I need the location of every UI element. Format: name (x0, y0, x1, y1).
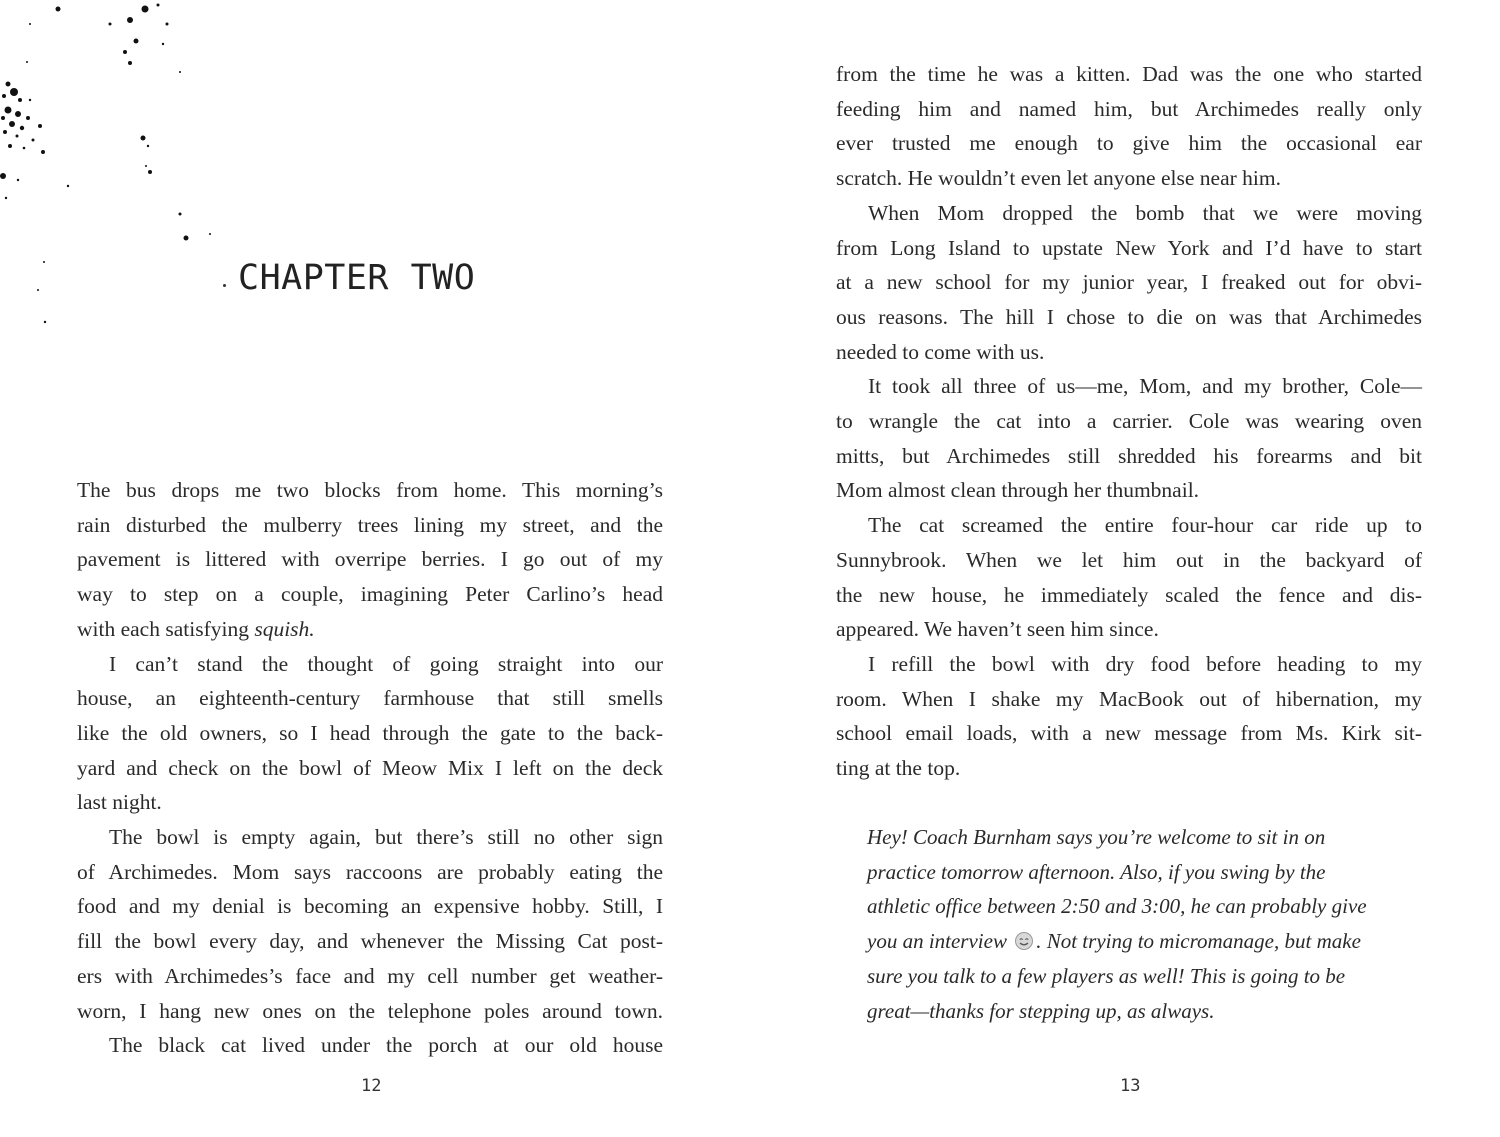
paragraph-line: room. When I shake my MacBook out of hibernation, my (836, 686, 1422, 711)
paragraph-line: school email loads, with a new message from Ms. Kirk sit- (836, 721, 1422, 746)
paragraph-line: The bowl is empty again, but there’s still no other sign (109, 825, 663, 850)
email-line (867, 924, 1427, 959)
paragraph-line: I can’t stand the thought of going straight into our (109, 651, 663, 676)
email-line: athletic office between 2:50 and 3:00, he can probably give (867, 894, 1367, 919)
line-text: with each satisfying (77, 616, 255, 641)
chapter-title-ornament (223, 284, 226, 287)
paragraph-line: ous reasons. The hill I chose to die on was that Archimedes (836, 304, 1422, 329)
paragraph-line: from the time he was a kitten. Dad was the one who started (836, 62, 1422, 86)
paragraph-line: Sunnybrook. When we let him out in the backyard of (836, 547, 1422, 572)
paragraph-line: I refill the bowl with dry food before heading to my (868, 651, 1422, 676)
paragraph-line: way to step on a couple, imagining Peter Carlino’s head (77, 582, 663, 607)
email-line: great—thanks for stepping up, as always. (867, 998, 1215, 1023)
ink-splatter-decoration (0, 0, 220, 340)
paragraph-line: house, an eighteenth-century farmhouse that still smells (77, 686, 663, 711)
email-line-text: you an interview (867, 929, 1013, 954)
paragraph-line: like the old owners, so I head through the gate to the back- (77, 720, 663, 745)
paragraph-line: ever trusted me enough to give him the occasional ear (836, 131, 1422, 156)
paragraph-line: needed to come with us. (836, 339, 1045, 364)
paragraph-line: mitts, but Archimedes still shredded his forearms and bit (836, 443, 1422, 468)
right-page-body (836, 57, 1422, 786)
page-number: 12 (361, 1076, 382, 1096)
paragraph-line: from Long Island to upstate New York and I’d have to start (836, 235, 1422, 260)
paragraph-line: When Mom dropped the bomb that we were moving (868, 200, 1422, 225)
paragraph-line: fill the bowl every day, and whenever the Missing Cat post- (77, 929, 663, 954)
smiley-emoji-icon (1014, 931, 1034, 951)
paragraph-line: ting at the top. (836, 756, 961, 781)
paragraph-line: to wrangle the cat into a carrier. Cole was wearing oven (836, 409, 1422, 434)
paragraph-line: It took all three of us—me, Mom, and my brother, Cole— (868, 374, 1422, 399)
paragraph-line: The cat screamed the entire four-hour car ride up to (868, 513, 1422, 538)
left-page-body (77, 473, 663, 1063)
paragraph-line: Mom almost clean through her thumbnail. (836, 478, 1200, 503)
paragraph-line (77, 612, 663, 647)
paragraph-line: worn, I hang new ones on the telephone poles around town. (77, 998, 663, 1023)
paragraph-line: the new house, he immediately scaled the fence and dis- (836, 582, 1422, 607)
paragraph-line: last night. (77, 790, 162, 815)
email-line: practice tomorrow afternoon. Also, if you swing by the (867, 859, 1326, 884)
paragraph-line: ers with Archimedes’s face and my cell number get weather- (77, 963, 663, 988)
paragraph-line: at a new school for my junior year, I freaked out for obvi- (836, 270, 1422, 295)
email-line-text: . Not trying to micromanage, but make (1036, 929, 1361, 954)
paragraph-line: scratch. He wouldn’t even let anyone else near him. (836, 166, 1281, 191)
paragraph-line: yard and check on the bowl of Meow Mix I left on the deck (77, 755, 663, 780)
emphasized-word: squish. (254, 616, 315, 641)
paragraph-line: The black cat lived under the porch at our old house (109, 1033, 663, 1058)
email-message (867, 820, 1427, 1028)
email-line: sure you talk to a few players as well! This is going to be (867, 963, 1346, 988)
paragraph-line: appeared. We haven’t seen him since. (836, 617, 1159, 642)
chapter-title: CHAPTER TWO (238, 258, 476, 298)
paragraph-line: rain disturbed the mulberry trees lining my street, and the (77, 512, 663, 537)
page-number: 13 (1120, 1076, 1141, 1096)
paragraph-line: feeding him and named him, but Archimedes really only (836, 96, 1422, 121)
paragraph-line: The bus drops me two blocks from home. This morning’s (77, 478, 663, 502)
paragraph-line: of Archimedes. Mom says raccoons are probably eating the (77, 859, 663, 884)
paragraph-line: food and my denial is becoming an expensive hobby. Still, I (77, 894, 663, 919)
paragraph-line: pavement is littered with overripe berries. I go out of my (77, 547, 663, 572)
email-line: Hey! Coach Burnham says you’re welcome to sit in on (867, 825, 1326, 849)
